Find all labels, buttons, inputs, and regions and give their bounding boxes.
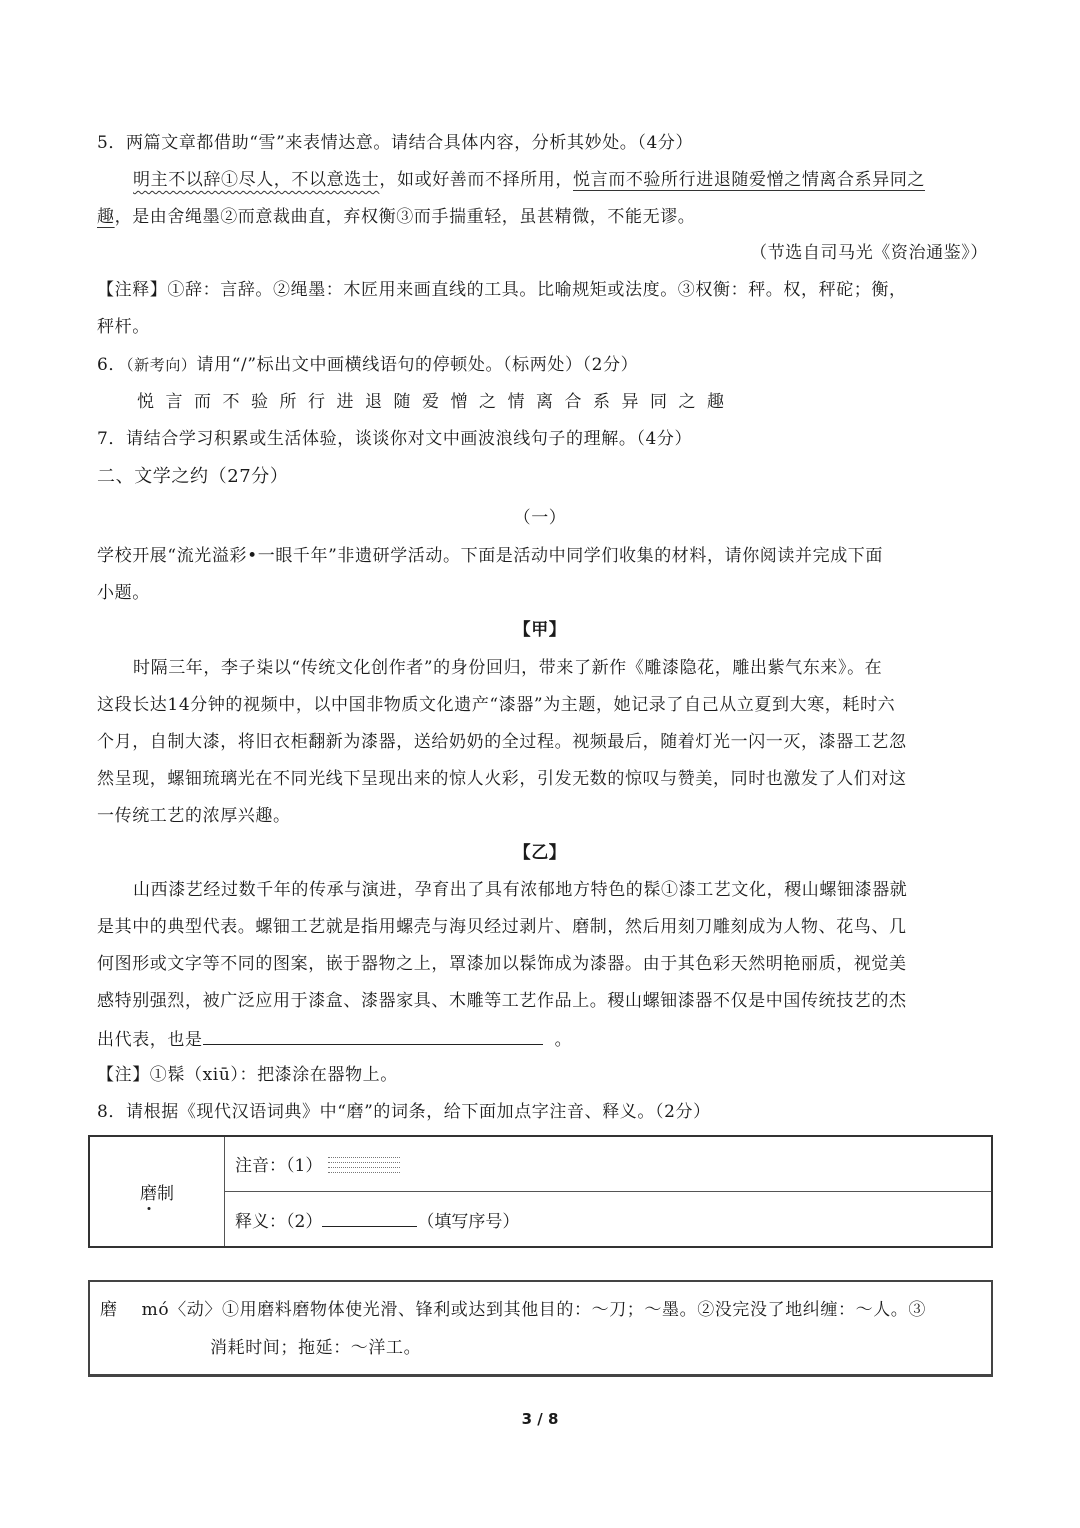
straight-underlined-end: 趣 — [97, 207, 115, 227]
question-text: 请用“/”标出文中画横线语句的停顿处。（标两处）（2分） — [196, 355, 639, 375]
dotted-character: 磨 — [140, 1184, 157, 1204]
jia-line-1: 时隔三年，李子柒以“传统文化创作者”的身份回归，带来了新作《雕漆隐花，雕出紫气东来》。在 — [133, 658, 883, 678]
question-8: 8．请根据《现代汉语词典》中“磨”的词条，给下面加点字注音、释义。（2分） — [97, 1102, 711, 1122]
part-1-label: （一） — [513, 508, 567, 528]
material-jia-heading: 【甲】 — [513, 620, 567, 640]
yi-line-5 — [97, 1026, 572, 1052]
passage-rest: ，是由舍绳墨②而意裁曲直，弃权衡③而手揣重轻，虽甚精微，不能无谬。 — [114, 207, 696, 227]
dictionary-line-1 — [100, 1295, 926, 1320]
yi-line-2: 是其中的典型代表。螺钿工艺就是指用螺壳与海贝经过剥片、磨制，然后用刻刀雕刻成为人物、花鸟、几 — [97, 917, 907, 937]
pause-marking-sentence[interactable]: 悦言而不验所行进退随爱憎之情离合系异同之趣 — [137, 392, 736, 412]
dictionary-line-2: 消耗时间；拖延：～洋工。 — [210, 1338, 422, 1358]
meaning-hint: （填写序号） — [417, 1211, 520, 1232]
wavy-underlined-sentence: 明主不以辞①尽人，不以意选士 — [133, 170, 380, 190]
meaning-label: 释义：（2） — [235, 1211, 323, 1232]
yi-line-4: 感特别强烈，被广泛应用于漆盒、漆器家具、木雕等工艺作品上。稷山螺钿漆器不仅是中国传统技艺的杰 — [97, 991, 907, 1011]
dictionary-pinyin: mó — [141, 1300, 170, 1320]
yi-line-3: 何图形或文字等不同的图案，嵌于器物之上，罩漆加以髹饰成为漆器。由于其色彩天然明艳丽质，视觉美 — [97, 954, 907, 974]
pinyin-answer-field[interactable] — [328, 1157, 400, 1177]
jia-line-3: 个月，自制大漆，将旧衣柜翻新为漆器，送给奶奶的全过程。视频最后，随着灯光一闪一灭，漆器工艺忽 — [97, 732, 907, 752]
classical-passage-line-1 — [133, 168, 925, 192]
dictionary-entry-box — [88, 1280, 993, 1377]
section-2-title: 二、文学之约（27分） — [97, 466, 289, 487]
pinyin-label: 注音：（1） — [235, 1156, 323, 1177]
material-yi-heading: 【乙】 — [513, 843, 567, 863]
passage-middle: ，如或好善而不择所用， — [379, 170, 574, 190]
part-1-intro-line-1: 学校开展“流光溢彩•一眼千年”非遗研学活动。下面是活动中同学们收集的材料，请你阅读并完成下面 — [97, 546, 884, 566]
new-question-tag: （新考向） — [126, 356, 197, 374]
passage-source: （节选自司马光《资治通鉴》） — [750, 243, 988, 263]
dictionary-headword: 磨 — [100, 1300, 118, 1320]
dictionary-definitions: ①用磨料磨物体使光滑、锋利或达到其他目的：～刀；～墨。②没完没了地纠缠：～人。③ — [222, 1300, 926, 1320]
word-rest: 制 — [157, 1184, 174, 1204]
classical-passage-line-2 — [97, 205, 695, 229]
meaning-answer-field[interactable] — [322, 1208, 417, 1227]
dictionary-part-of-speech: 〈动〉 — [169, 1300, 222, 1320]
question-6 — [97, 353, 638, 377]
meaning-cell[interactable] — [225, 1192, 993, 1248]
straight-underlined-sentence: 悦言而不验所行进退随爱憎之情离合系异同之 — [573, 170, 926, 190]
annotation-line-1: 【注释】①辞：言辞。②绳墨：木匠用来画直线的工具。比喻规矩或法度。③权衡：秤。权，秤砣；衡， — [97, 280, 907, 300]
question-number: 6． — [97, 355, 127, 375]
annotation-line-2: 秤杆。 — [97, 317, 150, 337]
yi-line-5-suffix: 。 — [554, 1030, 573, 1050]
jia-line-4: 然呈现，螺钿琉璃光在不同光线下呈现出来的惊人火彩，引发无数的惊叹与赞美，同时也激发了人们对这 — [97, 769, 907, 789]
page-number: 3 / 8 — [521, 1410, 559, 1428]
part-1-intro-line-2: 小题。 — [97, 583, 150, 603]
fill-in-blank[interactable] — [203, 1026, 543, 1045]
question-7: 7．请结合学习积累或生活体验，谈谈你对文中画波浪线句子的理解。（4分） — [97, 429, 693, 449]
jia-line-5: 一传统工艺的浓厚兴趣。 — [97, 806, 291, 826]
question-5: 5．两篇文章都借助“雪”来表情达意。请结合具体内容，分析其妙处。（4分） — [97, 133, 694, 153]
answer-table — [88, 1135, 993, 1248]
yi-line-1: 山西漆艺经过数千年的传承与演进，孕育出了具有浓郁地方特色的髹①漆工艺文化，稷山螺钿漆器就 — [133, 880, 908, 900]
yi-line-5-prefix: 出代表，也是 — [97, 1030, 203, 1050]
target-word — [89, 1136, 225, 1247]
pinyin-cell[interactable] — [225, 1136, 993, 1192]
note-xiu: 【注】①髹（xiū）：把漆涂在器物上。 — [97, 1065, 398, 1085]
jia-line-2: 这段长达14分钟的视频中，以中国非物质文化遗产“漆器”为主题，她记录了自己从立夏到大寒，耗时六 — [97, 695, 896, 715]
